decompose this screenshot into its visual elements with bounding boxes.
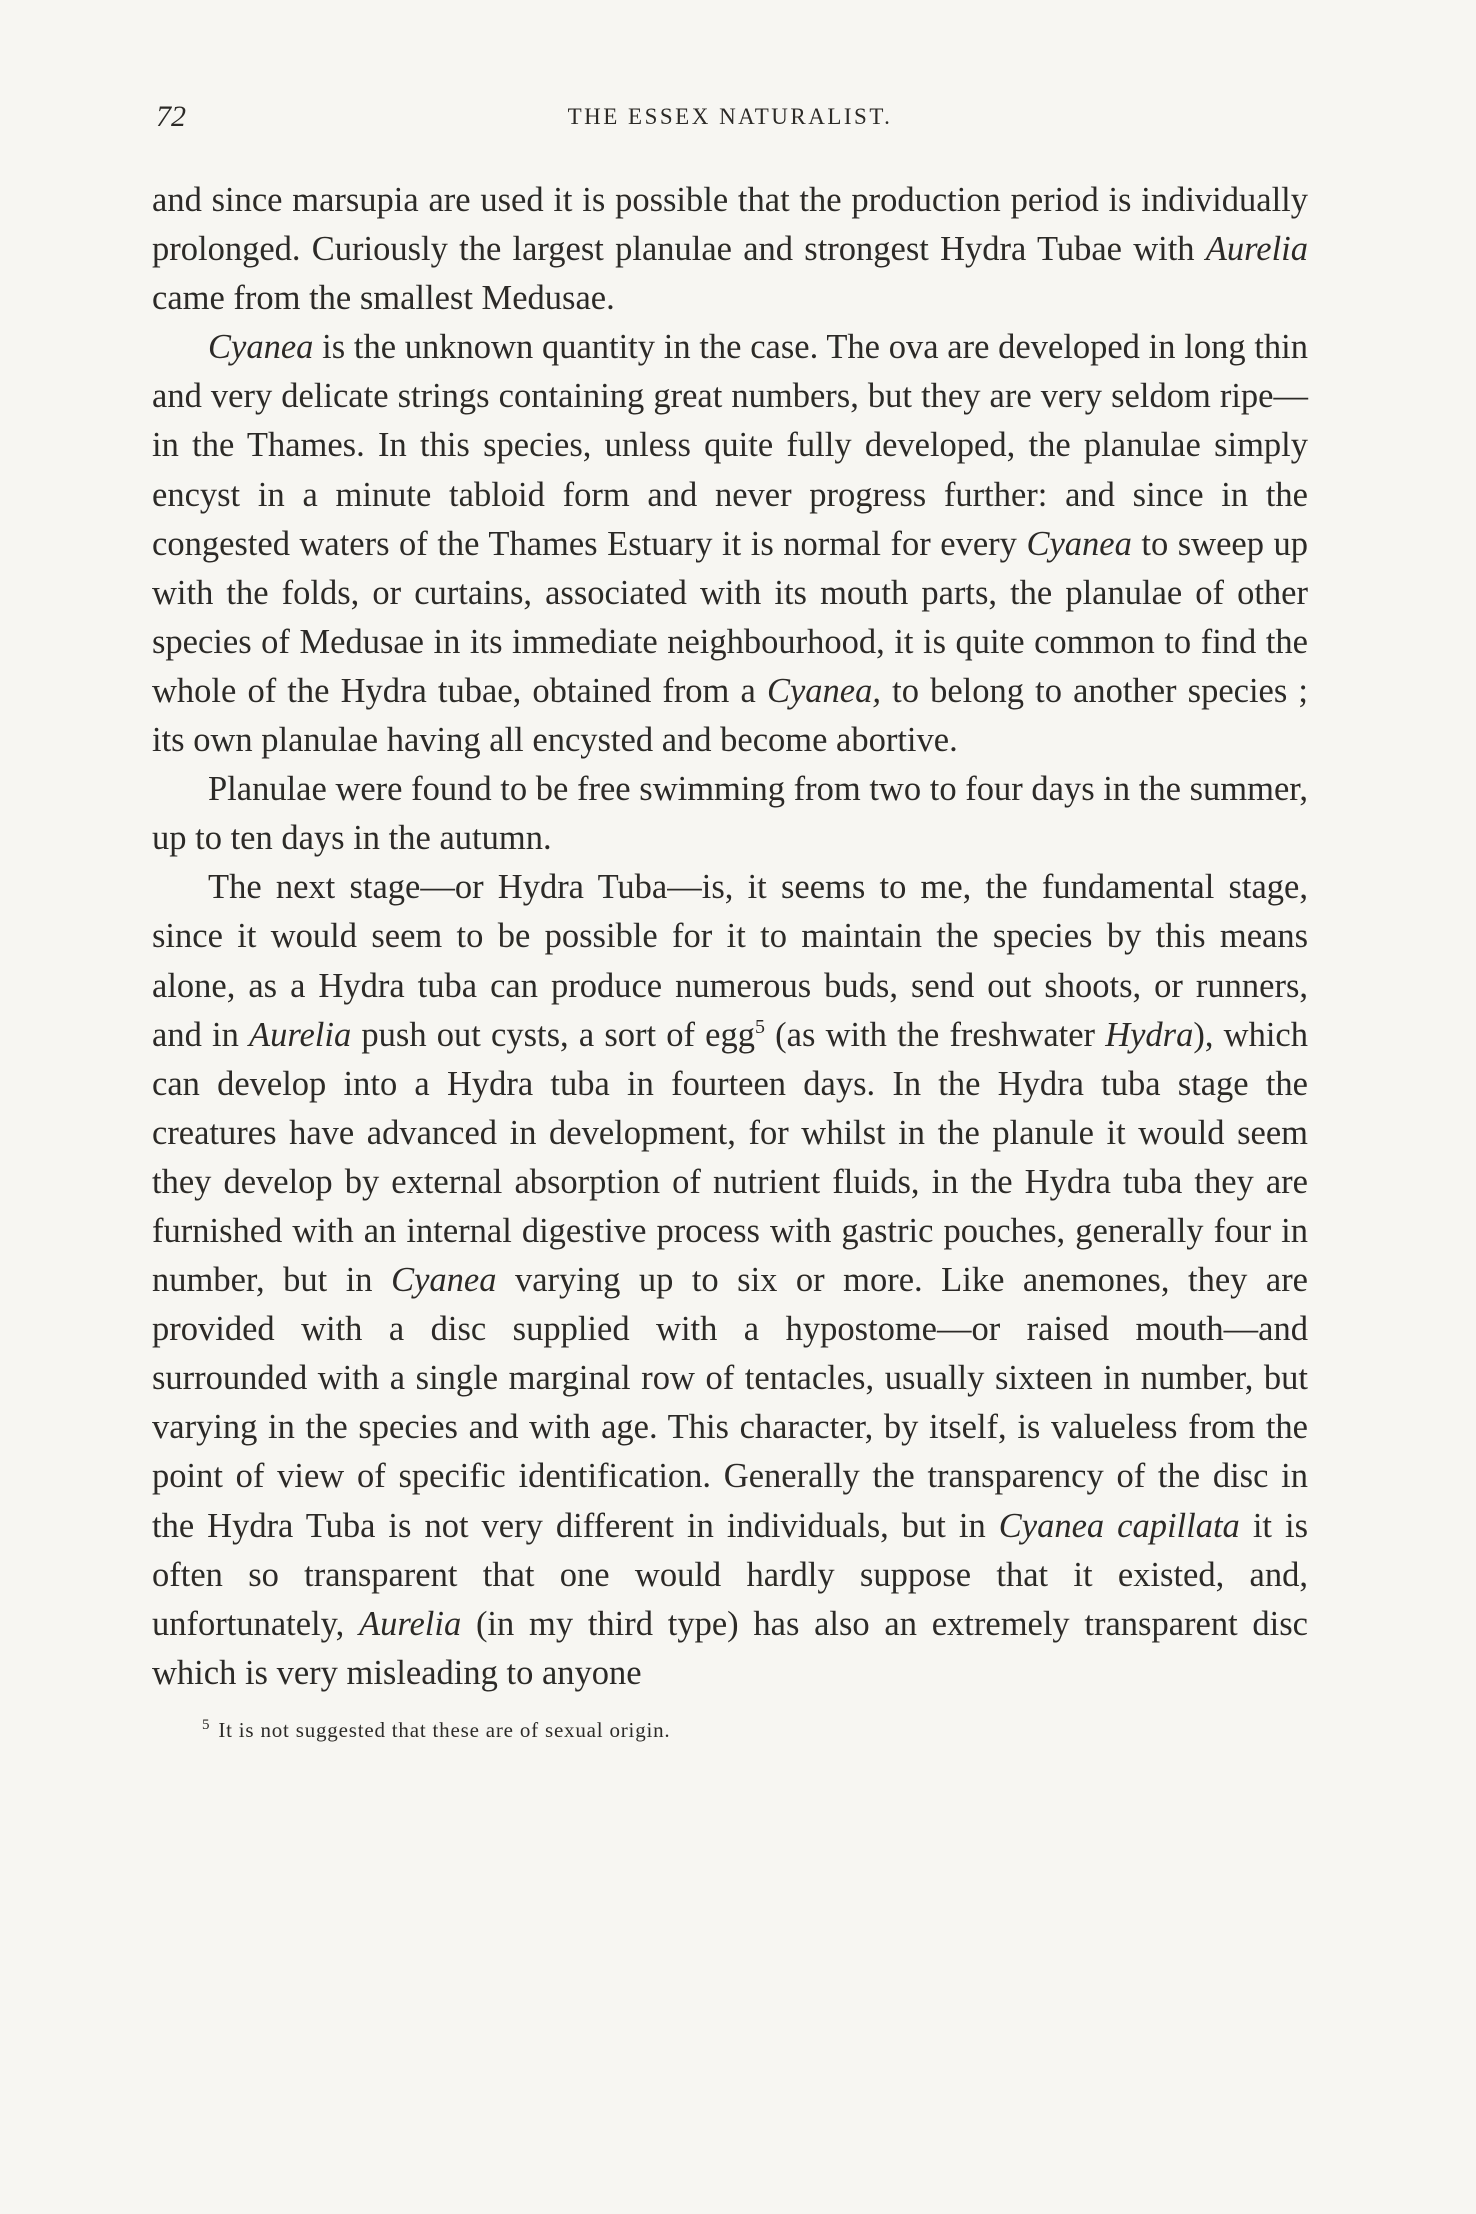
paragraph-1 bbox=[152, 176, 1308, 323]
paragraph-3 bbox=[152, 765, 1308, 863]
footnote-reference: 5 bbox=[755, 1015, 765, 1038]
text-span: to belong to another species ; its own planulae having all encysted and become abortive. bbox=[152, 671, 1308, 760]
italic-term: Aurelia bbox=[1205, 230, 1308, 269]
paragraph-4 bbox=[152, 863, 1308, 1698]
italic-term: Cyanea bbox=[208, 328, 314, 367]
body-text bbox=[152, 176, 1308, 1698]
footnote-marker: 5 bbox=[202, 1716, 211, 1733]
text-span: is the unknown quantity in the case. The ova are developed in long thin and very delicate strings containing great numbers, but they are very seldom ripe—in the Thames. In this species, unless quite fully developed, the planulae simply encyst in a minute tabloid form and never progress further: and since in the congested waters of the Thames Estuary it is normal for every bbox=[152, 328, 1308, 563]
paragraph-2 bbox=[152, 323, 1308, 765]
italic-term: Cyanea, bbox=[766, 671, 881, 710]
text-span: ), which can develop into a Hydra tuba in fourteen days. In the Hydra tuba stage the creatures have advanced in development, for whilst in the planule it would seem they develop by external absorption of nutrient fluids, in the Hydra tuba they are furnished with an internal digestive process with gastric pouches, generally four in number, but in bbox=[152, 1015, 1308, 1300]
text-span: (as with the freshwater bbox=[765, 1015, 1106, 1054]
running-title: THE ESSEX NATURALIST. bbox=[567, 104, 893, 129]
text-span: The next stage—or Hydra Tuba—is, it seems to me, the fundamental stage, since it would seem to be possible for it to maintain the species by this means alone, as a Hydra tuba can produce numerous buds, send out shoots, or runners, and in bbox=[152, 868, 1308, 1054]
page bbox=[152, 100, 1308, 1744]
italic-term: Cyanea bbox=[391, 1261, 497, 1300]
text-span: came from the smallest Medusae. bbox=[152, 279, 615, 318]
text-span: it is often so transparent that one would hardly suppose that it existed, and, unfortunately, bbox=[152, 1506, 1309, 1643]
italic-term: Cyanea capillata bbox=[998, 1506, 1240, 1545]
italic-term: Aurelia bbox=[359, 1604, 462, 1643]
page-number: 72 bbox=[156, 100, 186, 133]
text-span: Planulae were found to be free swimming from two to four days in the summer, up to ten days in the autumn. bbox=[152, 770, 1308, 858]
text-span: and since marsupia are used it is possible that the production period is individually prolonged. Curiously the largest planulae and strongest Hydra Tubae with bbox=[152, 181, 1308, 269]
italic-term: Cyanea bbox=[1026, 524, 1132, 563]
italic-term: Hydra bbox=[1105, 1015, 1194, 1054]
text-span: push out cysts, a sort of egg bbox=[351, 1015, 755, 1054]
text-span: to sweep up with the folds, or curtains, associated with its mouth parts, the planulae of other species of Medusae in its immediate neighbourhood, it is quite common to find the whole of the Hydra tubae, obtained from a bbox=[152, 524, 1308, 710]
page-header bbox=[152, 100, 1308, 150]
footnote bbox=[152, 1716, 1308, 1744]
text-span: varying up to six or more. Like anemones, they are provided with a disc supplied with a hypostome—or raised mouth—and surrounded with a single marginal row of tentacles, usually sixteen in number, but varying in the species and with age. This character, by itself, is valueless from the point of view of specific identification. Generally the transparency of the disc in the Hydra Tuba is not very different in individuals, but in bbox=[152, 1261, 1308, 1545]
footnote-text: It is not suggested that these are of sexual origin. bbox=[218, 1717, 671, 1742]
text-span: (in my third type) has also an extremely transparent disc which is very misleading to anyone bbox=[152, 1604, 1308, 1692]
italic-term: Aurelia bbox=[249, 1015, 352, 1054]
